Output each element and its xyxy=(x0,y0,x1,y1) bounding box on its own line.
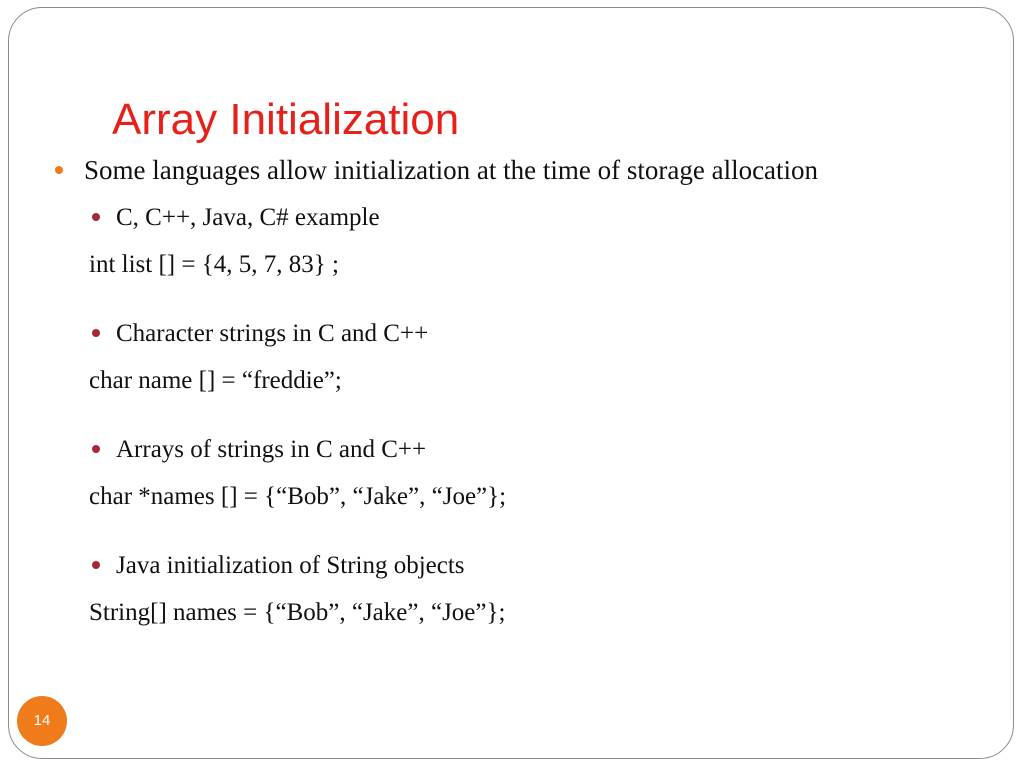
page-number-badge: 14 xyxy=(17,696,67,746)
example-code: int list [] = {4, 5, 7, 83} ; xyxy=(89,251,339,278)
example-heading: Java initialization of String objects xyxy=(116,552,465,579)
example-code: String[] names = {“Bob”, “Jake”, “Joe”}; xyxy=(89,599,506,626)
example-code: char name [] = “freddie”; xyxy=(89,367,342,394)
main-point: Some languages allow initialization at the time of storage allocation xyxy=(84,155,819,185)
sub-bullet-icon xyxy=(92,329,100,337)
example-heading: C, C++, Java, C# example xyxy=(116,204,380,231)
example-code: char *names [] = {“Bob”, “Jake”, “Joe”}; xyxy=(89,483,507,510)
slide-title: Array Initialization xyxy=(112,95,460,144)
sub-bullet-icon xyxy=(92,561,100,569)
example-heading: Character strings in C and C++ xyxy=(116,320,429,347)
sub-bullet-icon xyxy=(92,445,100,453)
sub-bullet-icon xyxy=(92,213,100,221)
example-heading: Arrays of strings in C and C++ xyxy=(116,436,427,463)
main-bullet-icon xyxy=(55,166,63,174)
